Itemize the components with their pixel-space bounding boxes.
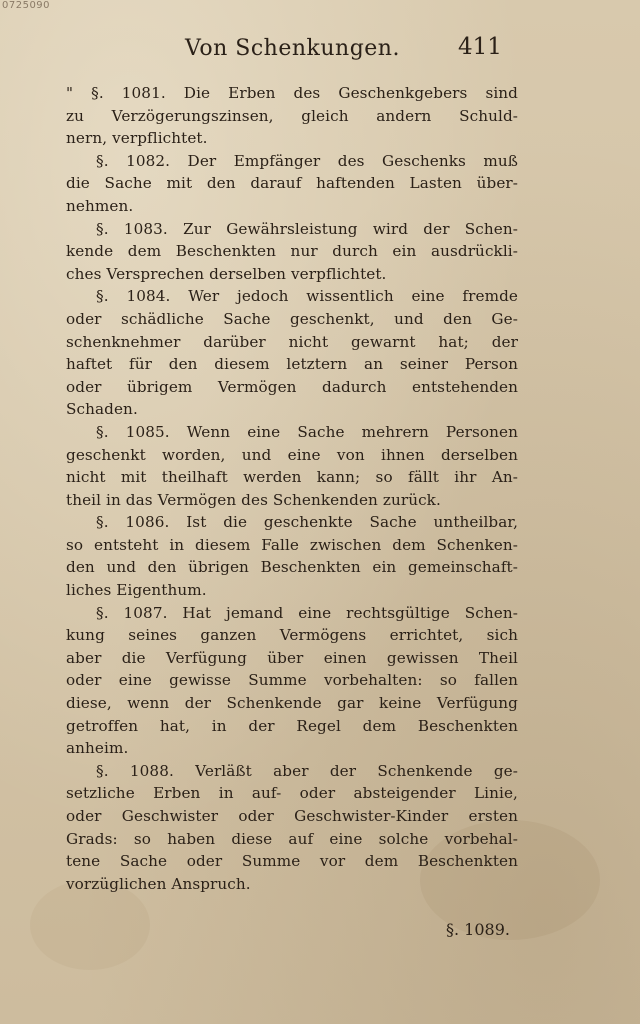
text-line: §. 1084. Wer jedoch wissentlich eine fremde: [96, 287, 518, 306]
text-line: tene Sache oder Summe vor dem Beschenkten: [66, 852, 518, 871]
text-line: nern, verpflichtet.: [66, 129, 208, 148]
text-line: §. 1086. Ist die geschenkte Sache untheilbar,: [96, 513, 518, 532]
shelfmark: 0725090: [2, 0, 51, 11]
text-line: nicht mit theilhaft werden kann; so fällt ihr An-: [66, 468, 518, 487]
text-line: anheim.: [66, 739, 129, 758]
text-line: §. 1085. Wenn eine Sache mehrern Personen: [96, 422, 518, 441]
text-line: so entsteht in diesem Falle zwischen dem Schenken-: [66, 535, 518, 554]
text-line: " §. 1081. Die Erben des Geschenkgebers sind: [66, 84, 518, 102]
text-line: den und den übrigen Beschenkten ein gemeinschaft-: [66, 558, 518, 577]
text-line: §. 1083. Zur Gewährsleistung wird der Schen-: [96, 219, 518, 238]
text-line: oder eine gewisse Summe vorbehalten: so fallen: [66, 671, 518, 690]
text-line: §. 1082. Der Empfänger des Geschenks muß: [96, 151, 518, 170]
text-line: die Sache mit den darauf haftenden Lasten über-: [66, 174, 518, 193]
running-head-title: Von Schenkungen.: [185, 36, 400, 61]
text-line: oder schädliche Sache geschenkt, und den Ge-: [66, 309, 518, 328]
text-line: Grads: so haben diese auf eine solche vorbehal-: [66, 829, 518, 848]
text-line: aber die Verfügung über einen gewissen Theil: [66, 648, 518, 667]
text-line: theil in das Vermögen des Schenkenden zurück.: [66, 490, 441, 509]
body-text: [66, 82, 518, 895]
text-line: haftet für den diesem letztern an seiner Person: [66, 355, 518, 374]
text-line: geschenkt worden, und eine von ihnen derselben: [66, 445, 518, 464]
text-line: §. 1088. Verläßt aber der Schenkende ge-: [96, 761, 518, 780]
catchword: §. 1089.: [446, 920, 510, 939]
text-line: ches Versprechen derselben verpflichtet.: [66, 264, 387, 283]
text-line: schenknehmer darüber nicht gewarnt hat; der: [66, 332, 518, 351]
text-line: getroffen hat, in der Regel dem Beschenkten: [66, 716, 518, 735]
text-line: nehmen.: [66, 196, 134, 215]
text-line: setzliche Erben in auf- oder absteigender Linie,: [66, 784, 518, 803]
text-line: zu Verzögerungszinsen, gleich andern Schuld-: [66, 106, 518, 125]
text-line: kende dem Beschenkten nur durch ein ausdrückli-: [66, 242, 518, 261]
text-line: vorzüglichen Anspruch.: [66, 874, 251, 893]
text-line: oder Geschwister oder Geschwister-Kinder ersten: [66, 807, 518, 825]
text-line: diese, wenn der Schenkende gar keine Verfügung: [66, 694, 518, 713]
text-line: liches Eigenthum.: [66, 581, 207, 600]
text-line: §. 1087. Hat jemand eine rechtsgültige Schen-: [96, 603, 518, 622]
text-line: kung seines ganzen Vermögens errichtet, sich: [66, 626, 518, 645]
text-line: Schaden.: [66, 400, 138, 419]
page-number: 411: [458, 34, 502, 60]
text-line: oder übrigem Vermögen dadurch entstehenden: [66, 377, 518, 396]
